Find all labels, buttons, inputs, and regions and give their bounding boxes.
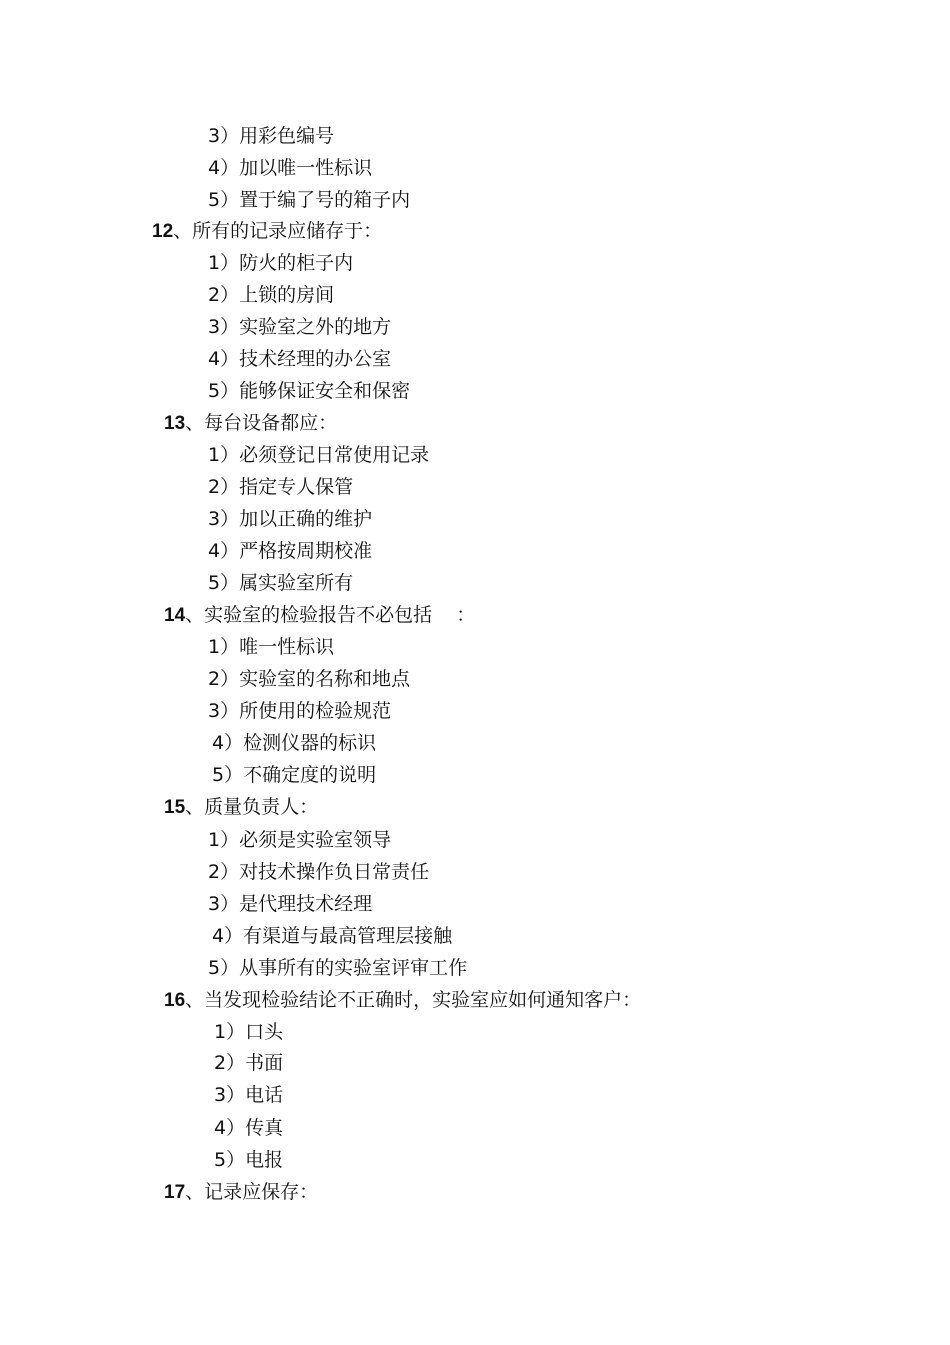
option-line: 2）书面 — [214, 1052, 284, 1074]
option-line: 1）必须是实验室领导 — [208, 829, 392, 851]
option-line: 4）检测仪器的标识 — [212, 732, 377, 754]
option-line: 1）口头 — [214, 1021, 284, 1043]
option-line: 5）置于编了号的箱子内 — [208, 189, 411, 211]
option-line: 2）对技术操作负日常责任 — [208, 861, 430, 883]
question-line: 17、记录应保存： — [164, 1181, 319, 1203]
option-line: 1）必须登记日常使用记录 — [208, 444, 430, 466]
question-line: 15、质量负责人： — [164, 796, 319, 818]
question-line: 13、每台设备都应： — [164, 412, 338, 434]
option-line: 5）从事所有的实验室评审工作 — [208, 957, 468, 979]
option-line: 1）防火的柜子内 — [208, 252, 354, 274]
option-line: 3）电话 — [214, 1084, 284, 1106]
option-line: 3）用彩色编号 — [208, 125, 335, 147]
option-line: 5）电报 — [214, 1149, 284, 1171]
option-line: 2）上锁的房间 — [208, 284, 335, 306]
option-line: 3）加以正确的维护 — [208, 508, 373, 530]
option-line: 3）实验室之外的地方 — [208, 316, 392, 338]
question-line: 12、所有的记录应储存于： — [152, 220, 383, 242]
option-line: 4）传真 — [214, 1117, 284, 1139]
option-line: 4）有渠道与最高管理层接触 — [212, 925, 453, 947]
option-line: 4）严格按周期校准 — [208, 540, 373, 562]
option-line: 3）是代理技术经理 — [208, 893, 373, 915]
option-line: 5）属实验室所有 — [208, 572, 354, 594]
question-line: 16、当发现检验结论不正确时，实验室应如何通知客户： — [164, 989, 642, 1011]
option-line: 5）能够保证安全和保密 — [208, 380, 411, 402]
option-line: 1）唯一性标识 — [208, 636, 335, 658]
option-line: 4）技术经理的办公室 — [208, 348, 392, 370]
option-line: 2）指定专人保管 — [208, 476, 354, 498]
option-line: 3）所使用的检验规范 — [208, 700, 392, 722]
option-line: 4）加以唯一性标识 — [208, 157, 373, 179]
option-line: 2）实验室的名称和地点 — [208, 668, 411, 690]
option-line: 5）不确定度的说明 — [212, 764, 377, 786]
question-line: 14、实验室的检验报告不必包括 ： — [164, 604, 476, 626]
